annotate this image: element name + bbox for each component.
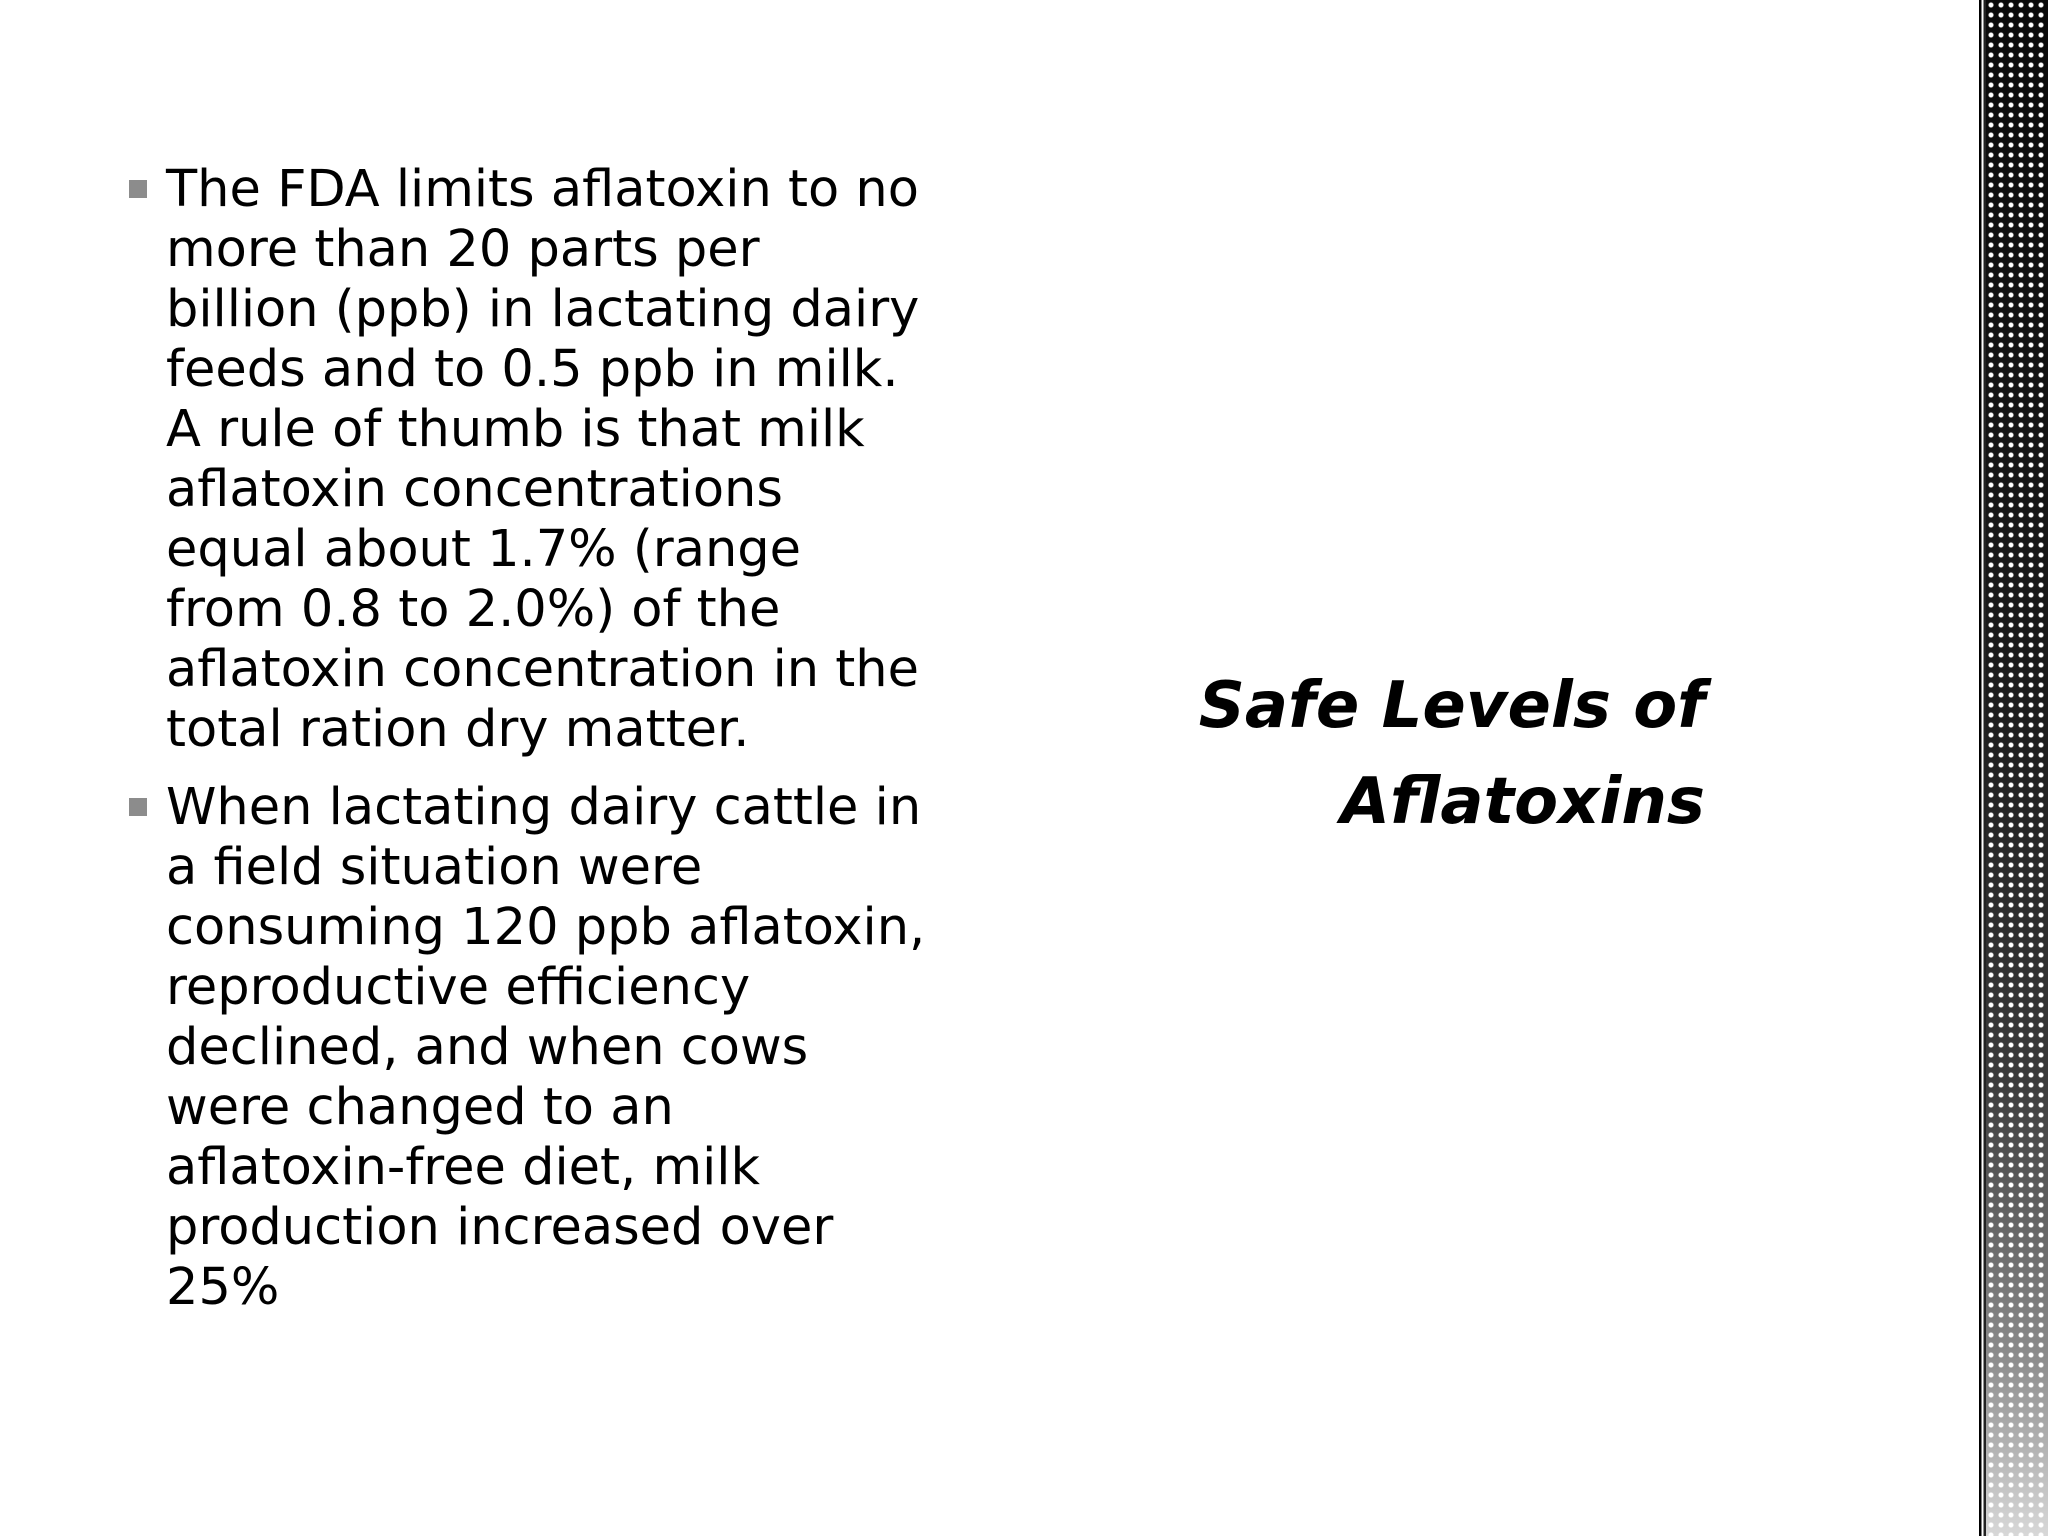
bullet-item <box>126 778 926 1318</box>
decorative-side-strip <box>1986 0 2048 1536</box>
square-bullet-icon <box>129 180 147 198</box>
bullet-item <box>126 160 926 760</box>
square-bullet-icon <box>129 798 147 816</box>
slide-title: Safe Levels of Aflatoxins <box>1198 669 1705 839</box>
bullet-list <box>126 160 926 1336</box>
side-strip-edge <box>1976 0 1986 1536</box>
bullet-text: When lactating dairy cattle in a field situation were consuming 120 ppb aflatoxin, reproductive efficiency declined, and when cows were changed to an aflatoxin-free diet, milk production increased over 25% <box>166 778 926 1317</box>
bullet-text: The FDA limits aflatoxin to no more than 20 parts per billion (ppb) in lactating dairy feeds and to 0.5 ppb in milk. A rule of thumb is that milk aflatoxin concentrations equal about 1.7% (range from 0.8 to 2.0%) of the aflatoxin concentration in the total ration dry matter. <box>166 160 920 759</box>
